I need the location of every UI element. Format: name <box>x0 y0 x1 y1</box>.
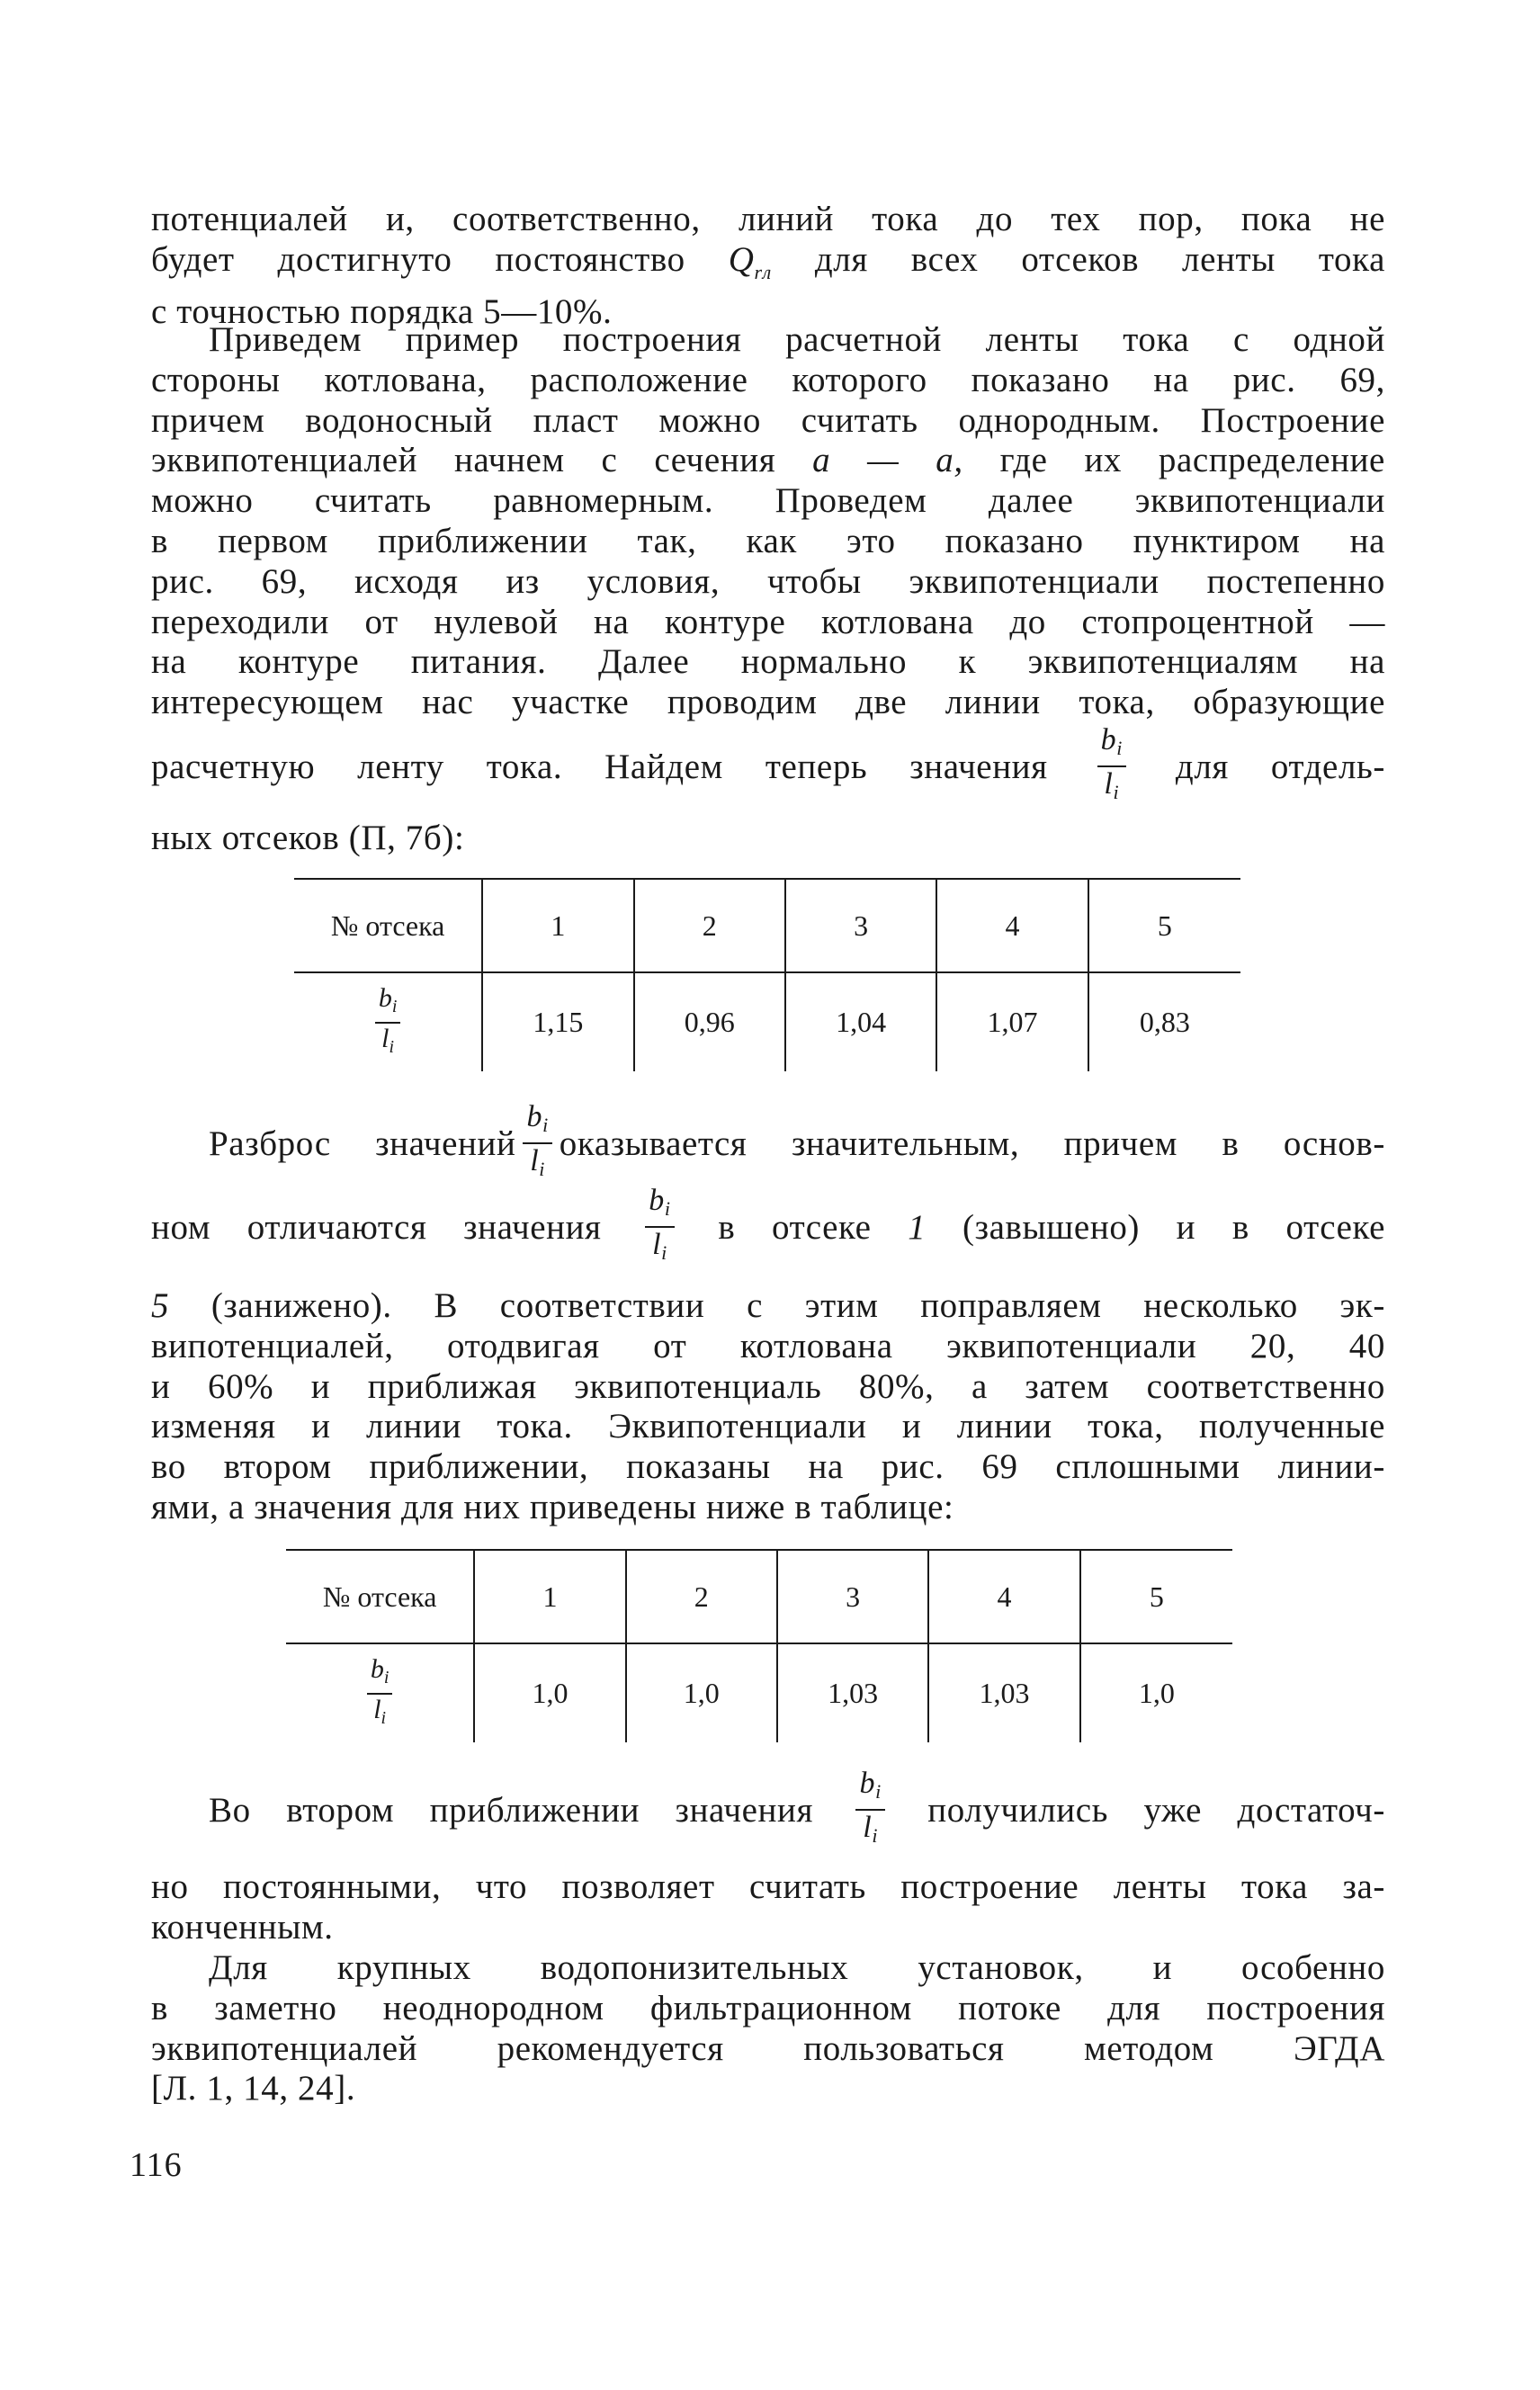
paragraph-4-continued <box>151 1867 1385 1948</box>
text-line: Во втором приближении значения $\frac{bi}{li}$ получились уже достаточ- <box>151 1772 1385 1855</box>
fraction-b-over-l: $\frac{bi}{li}$ <box>1097 725 1126 808</box>
table-header-row <box>294 879 1240 972</box>
table-row-label: $\frac{b_i}{l_i}$ <box>294 972 482 1071</box>
table-header-row <box>286 1550 1232 1643</box>
table-header-label: № отсека <box>294 879 482 972</box>
text-line: во втором приближении, показаны на рис. 69 сплошными линии- <box>151 1447 1385 1487</box>
text-line: Для крупных водопонизительных установок, и особенно <box>209 1948 1385 1987</box>
paragraph-2 <box>151 320 1385 723</box>
text-line: ном отличаются значения $\frac{bi}{li}$ в отсеке 1 (завышено) и в отсеке <box>151 1188 1385 1272</box>
text-line: интересующем нас участке проводим две линии тока, образующие <box>151 683 1385 722</box>
text-line: будет достигнуто постоянство $Q_{rл}$ для всех отсеков ленты тока <box>151 239 1385 283</box>
table-cell: 1,04 <box>785 972 936 1071</box>
text-line: но постоянными, что позволяет считать построение ленты тока за- <box>151 1867 1385 1906</box>
table-col-header: 2 <box>626 1550 777 1643</box>
table-cell: 1,0 <box>1080 1643 1232 1742</box>
text-line: в первом приближении так, как это показано пунктиром на <box>151 521 1385 560</box>
table-col-header: 5 <box>1080 1550 1232 1643</box>
text-line: ями, а значения для них приведены ниже в таблице: <box>151 1487 954 1526</box>
table-header-label: № отсека <box>286 1550 474 1643</box>
paragraph-3-continued <box>151 1286 1385 1528</box>
table-col-header: 1 <box>474 1550 625 1643</box>
text-line: переходили от нулевой на контуре котлована до стопроцентной — <box>151 602 1385 641</box>
page-number: 116 <box>130 2146 183 2184</box>
table-col-header: 3 <box>785 879 936 972</box>
text-line: конченным. <box>151 1907 334 1947</box>
table-col-header: 4 <box>936 879 1088 972</box>
table-cell: 1,0 <box>474 1643 625 1742</box>
text-line: можно считать равномерным. Проведем далее эквипотенциали <box>151 481 1385 521</box>
table-col-header: 3 <box>777 1550 928 1643</box>
fraction-b-over-l: $\frac{bi}{li}$ <box>523 1102 551 1185</box>
table-cell: 0,83 <box>1088 972 1240 1071</box>
table-col-header: 4 <box>928 1550 1079 1643</box>
text-line: стороны котлована, расположение которого показано на рис. 69, <box>151 360 1385 399</box>
text-line: [Л. 1, 14, 24]. <box>151 2069 356 2108</box>
table-cell: 1,07 <box>936 972 1088 1071</box>
text-line: Разброс значений $\frac{bi}{li}$ оказывается значительным, причем в основ- <box>151 1105 1385 1188</box>
text-line: изменяя и линии тока. Эквипотенциали и линии тока, полученные <box>151 1407 1385 1446</box>
table-row-label: $\frac{b_i}{l_i}$ <box>286 1643 474 1742</box>
text-line: потенциалей и, соответственно, линий тока до тех пор, пока не <box>151 200 1385 238</box>
table-cell: 1,15 <box>482 972 633 1071</box>
table-row <box>286 1643 1232 1742</box>
table-second-approximation <box>286 1549 1232 1742</box>
text-line: причем водоносный пласт можно считать однородным. Построение <box>151 400 1385 440</box>
text-line: расчетную ленту тока. Найдем теперь значения $\frac{bi}{li}$ для отдель- <box>151 727 1385 811</box>
paragraph-2-fraction-line <box>151 723 1385 865</box>
text-line: ных отсеков (П, 7б): <box>151 819 465 858</box>
table-cell: 1,0 <box>626 1643 777 1742</box>
fraction-b-over-l: $\frac{bi}{li}$ <box>645 1186 674 1268</box>
text-line: и 60% и приближая эквипотенциаль 80%, а затем соответственно <box>151 1366 1385 1406</box>
table-cell: 1,03 <box>928 1643 1079 1742</box>
table-cell: 1,03 <box>777 1643 928 1742</box>
text-line: эквипотенциалей начнем с сечения a — a, где их распределение <box>151 441 1385 480</box>
table-col-header: 2 <box>634 879 785 972</box>
text-line: в заметно неоднородном фильтрационном потоке для построения <box>151 1988 1385 2027</box>
text-line: с точностью порядка 5—10%. <box>151 292 613 332</box>
text-line: 5 (занижено). В соответствии с этим поправляем несколько эк- <box>151 1286 1385 1325</box>
table-col-header: 1 <box>482 879 633 972</box>
fraction-b-over-l: $\frac{bi}{li}$ <box>855 1768 884 1851</box>
text-line: на контуре питания. Далее нормально к эквипотенциалям на <box>151 642 1385 682</box>
paragraph-5 <box>151 1948 1385 2109</box>
text-line: рис. 69, исходя из условия, чтобы эквипотенциали постепенно <box>151 561 1385 601</box>
table-col-header: 5 <box>1088 879 1240 972</box>
paragraph-1 <box>151 200 1385 333</box>
text-line: випотенциалей, отодвигая от котлована эквипотенциали 20, 40 <box>151 1326 1385 1365</box>
table-row <box>294 972 1240 1071</box>
paragraph-4 <box>151 1767 1385 1855</box>
text-line: эквипотенциалей рекомендуется пользоваться методом ЭГДА <box>151 2028 1385 2068</box>
text-line: Приведем пример построения расчетной ленты тока с одной <box>209 320 1385 359</box>
table-first-approximation <box>294 878 1240 1071</box>
paragraph-3 <box>151 1100 1386 1272</box>
table-cell: 0,96 <box>634 972 785 1071</box>
